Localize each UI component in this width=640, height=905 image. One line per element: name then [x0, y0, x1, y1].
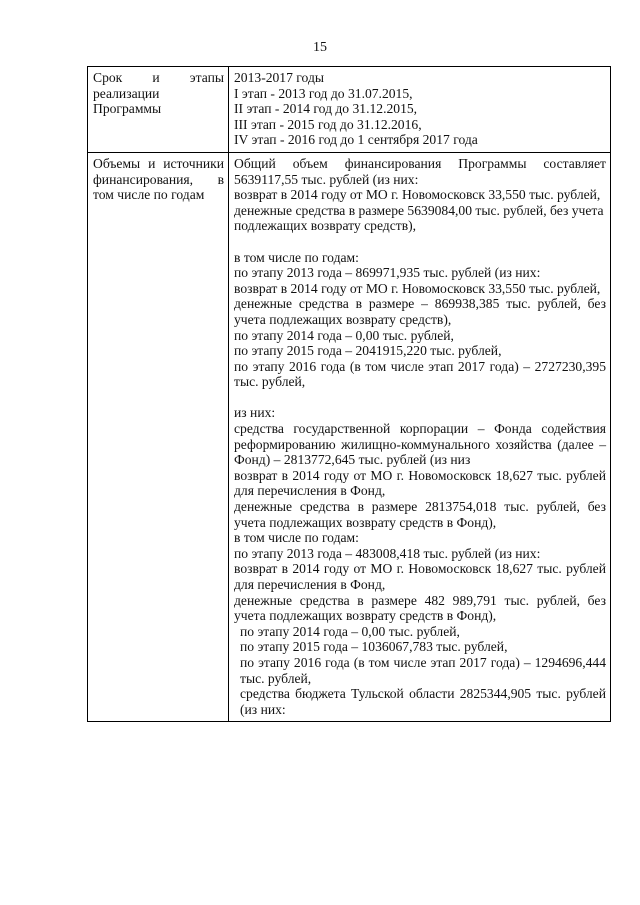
value-line: возврат в 2014 году от МО г. Новомосковск 33,550 тыс. рублей, — [234, 187, 601, 203]
value-line: по этапу 2015 года – 1036067,783 тыс. рублей, — [240, 639, 508, 655]
value-line: денежные средства в размере 2813754,018 тыс. рублей, без учета подлежащих возврату средств в Фонд), — [234, 499, 606, 530]
value-line: в том числе по годам: — [234, 249, 359, 265]
row-label-cell — [88, 152, 229, 721]
row-value-cell — [229, 67, 611, 153]
value-line: Общий объем финансирования Программы составляет 5639117,55 тыс. рублей (из них: — [234, 155, 606, 187]
value-line: по этапу 2013 года – 869971,935 тыс. рублей (из них: — [234, 265, 541, 281]
value-line: из них: — [234, 405, 276, 421]
row-label: Срок и этапы реализации Программы — [93, 70, 224, 117]
value-line: средства государственной корпорации – Фонда содействия реформированию жилищно-коммунального хозяйства (далее – Фонд) – 2813772,645 тыс. рублей (из низ — [234, 421, 606, 468]
spacer — [234, 390, 606, 406]
program-passport-table — [87, 66, 611, 722]
value-line: средства бюджета Тульской области 2825344,905 тыс. рублей (из них: — [240, 686, 606, 717]
row-value-cell — [229, 152, 611, 721]
table-row-financing — [88, 152, 611, 721]
value-line: денежные средства в размере – 869938,385 тыс. рублей, без учета подлежащих возврату средств), — [234, 296, 606, 327]
value-line: возврат в 2014 году от МО г. Новомосковск 33,550 тыс. рублей, — [234, 280, 601, 296]
value-line: возврат в 2014 году от МО г. Новомосковск 18,627 тыс. рублей для перечисления в Фонд, — [234, 561, 606, 592]
value-line: IV этап - 2016 год до 1 сентября 2017 года — [234, 132, 478, 148]
value-line: возврат в 2014 году от МО г. Новомосковск 18,627 тыс. рублей для перечисления в Фонд, — [234, 467, 606, 499]
page-number: 15 — [313, 40, 327, 55]
value-line: по этапу 2016 года (в том числе этап 2017 года) – 1294696,444 тыс. рублей, — [240, 654, 606, 686]
row-label: Объемы и источники финансирования, в том числе по годам — [93, 155, 224, 203]
value-line: по этапу 2016 года (в том числе этап 2017 года) – 2727230,395 тыс. рублей, — [234, 358, 606, 390]
value-line: II этап - 2014 год до 31.12.2015, — [234, 101, 418, 117]
value-line: I этап - 2013 год до 31.07.2015, — [234, 85, 413, 101]
table-row-timeline — [88, 67, 611, 153]
value-line: денежные средства в размере 482 989,791 тыс. рублей, без учета подлежащих возврату средств в Фонд), — [234, 592, 606, 624]
row-label-cell — [88, 67, 229, 153]
value-line: денежные средства в размере 5639084,00 тыс. рублей, без учета подлежащих возврату средств), — [234, 202, 604, 234]
value-line: по этапу 2015 года – 2041915,220 тыс. рублей, — [234, 343, 502, 359]
value-line: по этапу 2014 года – 0,00 тыс. рублей, — [234, 327, 454, 343]
value-line: III этап - 2015 год до 31.12.2016, — [234, 116, 422, 132]
value-line: в том числе по годам: — [234, 530, 359, 546]
spacer — [234, 234, 606, 250]
value-line: по этапу 2013 года – 483008,418 тыс. рублей (из них: — [234, 545, 541, 561]
value-line: 2013-2017 годы — [234, 70, 324, 85]
value-line: по этапу 2014 года – 0,00 тыс. рублей, — [240, 623, 460, 639]
